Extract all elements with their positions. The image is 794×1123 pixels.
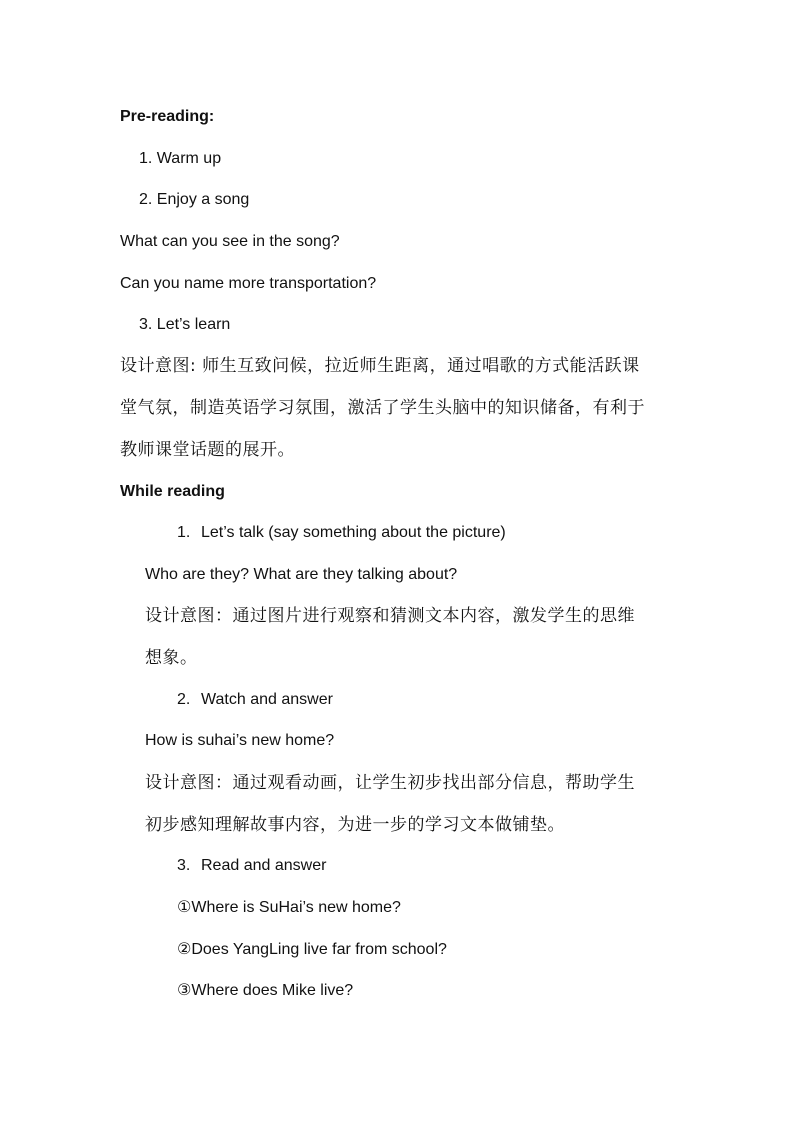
read-question-1: ①Where is SuHai’s new home? [177,899,401,916]
talk-design-line-2: 想象。 [145,648,198,668]
while-reading-heading: While reading [120,483,225,500]
read-question-3: ③Where does Mike live? [177,982,354,999]
watch-design-line-2: 初步感知理解故事内容，为进一步的学习文本做铺垫。 [145,815,565,835]
read-question-2: ②Does YangLing live far from school? [177,941,447,958]
talk-item-number: 1. [177,524,191,541]
watch-question: How is suhai’s new home? [145,732,335,749]
read-item-number: 3. [177,857,191,874]
watch-item-number: 2. [177,691,191,708]
watch-item-title: Watch and answer [201,691,333,708]
song-question-transportation: Can you name more transportation? [120,275,377,292]
talk-design-line-1: 设计意图：通过图片进行观察和猜测文本内容，激发学生的思维 [145,606,635,626]
pre-reading-design-line-2: 堂气氛，制造英语学习氛围，激活了学生头脑中的知识储备，有利于 [120,398,645,418]
pre-reading-item-enjoy-song: 2. Enjoy a song [139,191,250,208]
pre-reading-item-warm-up: 1. Warm up [139,150,222,167]
watch-design-line-1: 设计意图：通过观看动画，让学生初步找出部分信息，帮助学生 [145,773,635,793]
pre-reading-design-line-1: 设计意图: 师生互致问候，拉近师生距离，通过唱歌的方式能活跃课 [120,356,640,376]
talk-question: Who are they? What are they talking about? [145,566,458,583]
pre-reading-heading: Pre-reading: [120,108,215,125]
song-question-see: What can you see in the song? [120,233,340,250]
pre-reading-design-line-3: 教师课堂话题的展开。 [120,440,295,460]
talk-item-title: Let’s talk (say something about the picture) [201,524,506,541]
read-item-title: Read and answer [201,857,327,874]
pre-reading-item-lets-learn: 3. Let’s learn [139,316,231,333]
